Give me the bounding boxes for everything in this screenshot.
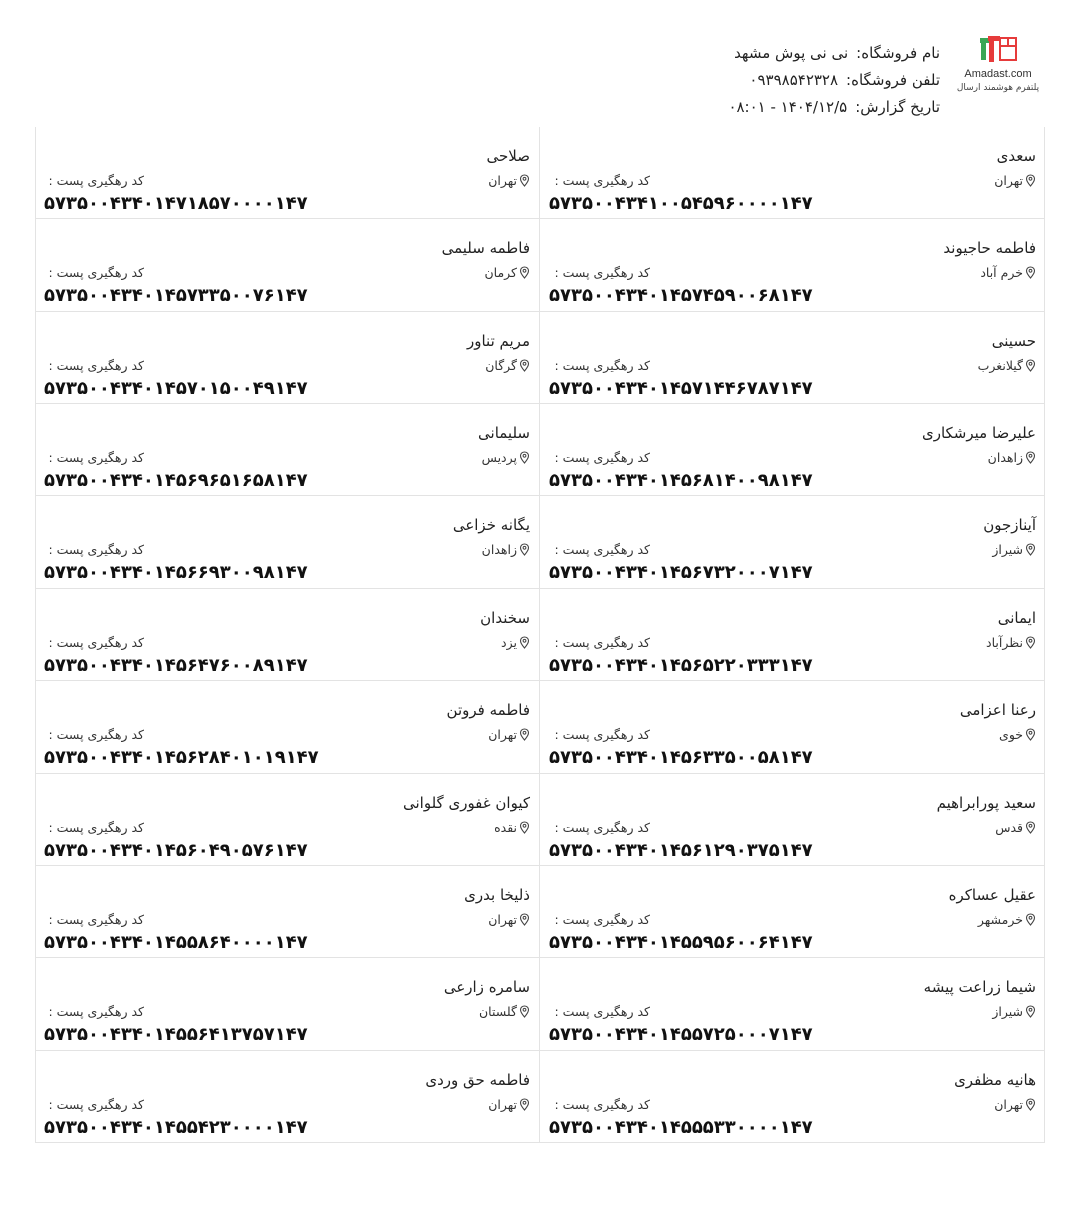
location-pin-icon [1025,266,1036,279]
recipient-name: فاطمه سلیمی [441,239,530,258]
tracking-label: کد رهگیری پست : [554,357,650,373]
tracking-label: کد رهگیری پست : [554,265,650,281]
location-pin-icon [519,1005,530,1018]
recipient-city [485,358,530,373]
location-pin-icon [1025,913,1036,926]
recipient-name: سلیمانی [478,424,530,443]
shop-name: نی نی پوش مشهد [734,44,849,62]
location-pin-icon [519,728,530,741]
recipient-city [994,173,1036,188]
city-name: پردیس [481,450,517,466]
recipient-name: آیناز‌جون [983,516,1036,535]
city-name: تهران [488,727,517,743]
recipient-name: عقیل عساکره [948,885,1036,904]
recipient-name: علیرضا میرشکاری [921,424,1036,443]
tracking-code: ۵۷۳۵۰۰۴۳۴۰۱۴۵۷۳۳۵۰۰۷۶۱۴۷ [44,285,308,307]
shipment-card [540,127,1045,219]
tracking-code: ۵۷۳۵۰۰۴۳۴۰۱۴۵۵۹۵۶۰۰۶۴۱۴۷ [549,931,813,953]
location-pin-icon [1025,728,1036,741]
recipient-name: سخندان [480,608,530,627]
location-pin-icon [519,359,530,372]
report-date: ۱۴۰۴/۱۲/۵ - ۰۸:۰۱ [728,98,848,116]
tracking-label: کد رهگیری پست : [554,542,650,558]
recipient-name: سعید پورابراهیم [936,793,1036,812]
shipment-card [540,958,1045,1050]
location-pin-icon [519,636,530,649]
tracking-code: ۵۷۳۵۰۰۴۳۴۰۱۴۵۵۷۲۵۰۰۰۷۱۴۷ [549,1024,813,1046]
tracking-label: کد رهگیری پست : [554,1096,650,1112]
location-pin-icon [1025,174,1036,187]
tracking-label: کد رهگیری پست : [554,911,650,927]
location-pin-icon [519,266,530,279]
recipient-city [484,265,530,280]
shipment-card [35,127,540,219]
recipient-name: ذلیخا بدری [464,885,530,904]
shipment-card [35,866,540,958]
shipment-card [540,866,1045,958]
tracking-code: ۵۷۳۵۰۰۴۳۴۰۱۴۵۵۵۳۳۰۰۰۰۱۴۷ [549,1116,813,1138]
shipment-card [540,404,1045,496]
brand-logo [948,32,1048,102]
recipient-city [978,358,1036,373]
tracking-label: کد رهگیری پست : [554,450,650,466]
location-pin-icon [519,1098,530,1111]
shipment-card [35,219,540,311]
city-name: قدس [995,819,1023,835]
city-name: خرم آباد [980,265,1023,281]
recipient-city [501,635,530,650]
recipient-name: سعدی [996,147,1036,165]
city-name: شیراز [992,1004,1023,1020]
city-name: نقده [494,819,517,835]
shipment-card [540,219,1045,311]
city-name: تهران [994,1096,1023,1112]
recipient-name: شیما زراعت پیشه [923,978,1036,997]
city-name: تهران [994,173,1023,188]
tracking-label: کد رهگیری پست : [48,542,144,558]
city-name: زاهدان [481,542,517,558]
tracking-code: ۵۷۳۵۰۰۴۳۴۰۱۴۵۶۲۸۴۰۱۰۱۹۱۴۷ [44,747,319,769]
brand-tagline: پلتفرم هوشمند ارسال [956,83,1040,93]
tracking-code: ۵۷۳۵۰۰۴۳۴۱۰۰۵۴۵۹۶۰۰۰۰۱۴۷ [549,193,813,214]
shipment-card [35,404,540,496]
location-pin-icon [519,543,530,556]
tracking-code: ۵۷۳۵۰۰۴۳۴۰۱۴۵۶۸۱۴۰۰۹۸۱۴۷ [549,470,813,492]
location-pin-icon [519,913,530,926]
tracking-label: کد رهگیری پست : [48,1004,144,1020]
shop-info [520,40,940,121]
recipient-city [980,265,1036,280]
tracking-label: کد رهگیری پست : [48,634,144,650]
recipient-city [992,542,1036,557]
tracking-code: ۵۷۳۵۰۰۴۳۴۰۱۴۷۱۸۵۷۰۰۰۰۱۴۷ [44,193,308,214]
report-header [0,0,1080,126]
recipient-name: فاطمه حاجیوند [943,239,1036,258]
tracking-code: ۵۷۳۵۰۰۴۳۴۰۱۴۵۶۹۶۵۱۶۵۸۱۴۷ [44,470,308,492]
tracking-code: ۵۷۳۵۰۰۴۳۴۰۱۴۵۷۰۱۵۰۰۴۹۱۴۷ [44,377,308,399]
tracking-label: کد رهگیری پست : [554,819,650,835]
recipient-name: فاطمه فروتن [446,701,530,720]
tracking-label: کد رهگیری پست : [48,727,144,743]
recipient-city [995,820,1036,835]
location-pin-icon [1025,359,1036,372]
tracking-label: کد رهگیری پست : [48,1096,144,1112]
shipment-card [540,1051,1045,1143]
shipment-card [35,774,540,866]
tracking-code: ۵۷۳۵۰۰۴۳۴۰۱۴۵۶۴۷۶۰۰۸۹۱۴۷ [44,654,308,676]
city-name: نظرآباد [986,634,1023,650]
shipment-card [540,496,1045,588]
tracking-code: ۵۷۳۵۰۰۴۳۴۰۱۴۵۷۱۴۴۶۷۸۷۱۴۷ [549,377,813,399]
tracking-code: ۵۷۳۵۰۰۴۳۴۰۱۴۵۶۳۳۵۰۰۵۸۱۴۷ [549,747,813,769]
recipient-city [488,912,530,927]
city-name: خرمشهر [977,911,1023,927]
city-name: کرمان [484,265,517,281]
tracking-code: ۵۷۳۵۰۰۴۳۴۰۱۴۵۶۰۴۹۰۵۷۶۱۴۷ [44,839,308,861]
shipments-grid [35,127,1045,1143]
recipient-city [988,450,1036,465]
tracking-label: کد رهگیری پست : [48,819,144,835]
city-name: زاهدان [987,450,1023,466]
city-name: تهران [488,1096,517,1112]
location-pin-icon [519,451,530,464]
recipient-city [482,450,530,465]
shipment-card [35,958,540,1050]
recipient-city [488,173,530,188]
shipment-card [35,312,540,404]
location-pin-icon [519,174,530,187]
location-pin-icon [1025,543,1036,556]
tracking-code: ۵۷۳۵۰۰۴۳۴۰۱۴۵۷۴۵۹۰۰۶۸۱۴۷ [549,285,813,307]
city-name: گیلانغرب [977,357,1023,373]
tracking-label: کد رهگیری پست : [48,265,144,281]
recipient-name: رعنا اعزامی [959,701,1036,720]
recipient-city [994,1097,1036,1112]
recipient-city [488,727,530,742]
recipient-city [986,635,1036,650]
recipient-city [482,542,530,557]
recipient-city [488,1097,530,1112]
city-name: یزد [501,634,517,650]
tracking-code: ۵۷۳۵۰۰۴۳۴۰۱۴۵۵۴۲۳۰۰۰۰۱۴۷ [44,1116,308,1138]
tracking-label: کد رهگیری پست : [48,450,144,466]
shipment-card [35,1051,540,1143]
shipment-card [540,774,1045,866]
location-pin-icon [519,821,530,834]
tracking-label: کد رهگیری پست : [554,1004,650,1020]
shipment-card [35,681,540,773]
report-date-label: تاریخ گزارش: [855,98,940,116]
tracking-code: ۵۷۳۵۰۰۴۳۴۰۱۴۵۶۷۳۲۰۰۰۷۱۴۷ [549,562,813,584]
shop-name-label: نام فروشگاه: [856,44,940,62]
tracking-label: کد رهگیری پست : [48,173,144,188]
shop-phone: ۰۹۳۹۸۵۴۲۳۲۸ [749,71,839,89]
amadast-logo-icon [974,32,1022,66]
tracking-label: کد رهگیری پست : [554,173,650,188]
location-pin-icon [1025,451,1036,464]
shipment-card [540,681,1045,773]
recipient-name: فاطمه حق وردی [425,1070,530,1089]
recipient-name: ایمانی [997,608,1036,627]
shop-phone-label: تلفن فروشگاه: [846,71,940,89]
shipment-card [35,589,540,681]
tracking-code: ۵۷۳۵۰۰۴۳۴۰۱۴۵۶۱۲۹۰۳۷۵۱۴۷ [549,839,813,861]
recipient-name: هانیه مظفری [954,1070,1036,1089]
shop-phone-row [520,67,940,94]
city-name: گلستان [478,1004,517,1020]
location-pin-icon [1025,1005,1036,1018]
tracking-label: کد رهگیری پست : [554,634,650,650]
recipient-name: کیوان غفوری گلوانی [402,793,530,812]
recipient-name: یگانه خزاعی [452,516,530,535]
tracking-label: کد رهگیری پست : [48,357,144,373]
location-pin-icon [1025,821,1036,834]
tracking-code: ۵۷۳۵۰۰۴۳۴۰۱۴۵۶۶۹۳۰۰۹۸۱۴۷ [44,562,308,584]
brand-name: Amadast.com [964,68,1032,80]
city-name: تهران [488,911,517,927]
city-name: گرگان [485,357,517,373]
recipient-city [479,1004,530,1019]
recipient-name: صلاحی [486,147,530,165]
recipient-name: سامره زارعی [443,978,530,997]
recipient-city [978,912,1036,927]
recipient-name: حسینی [991,331,1036,350]
location-pin-icon [1025,1098,1036,1111]
tracking-code: ۵۷۳۵۰۰۴۳۴۰۱۴۵۵۸۶۴۰۰۰۰۱۴۷ [44,931,308,953]
tracking-label: کد رهگیری پست : [554,727,650,743]
report-date-row [520,94,940,121]
location-pin-icon [1025,636,1036,649]
recipient-name: مریم تناور [467,331,530,350]
city-name: خوی [999,727,1023,743]
recipient-city [999,727,1036,742]
shipment-card [540,312,1045,404]
shop-name-row [520,40,940,67]
tracking-code: ۵۷۳۵۰۰۴۳۴۰۱۴۵۵۶۴۱۳۷۵۷۱۴۷ [44,1024,308,1046]
shipment-card [540,589,1045,681]
recipient-city [494,820,530,835]
city-name: تهران [488,173,517,188]
city-name: شیراز [992,542,1023,558]
shipment-card [35,496,540,588]
tracking-label: کد رهگیری پست : [48,911,144,927]
recipient-city [992,1004,1036,1019]
tracking-code: ۵۷۳۵۰۰۴۳۴۰۱۴۵۶۵۲۲۰۳۳۳۱۴۷ [549,654,813,676]
